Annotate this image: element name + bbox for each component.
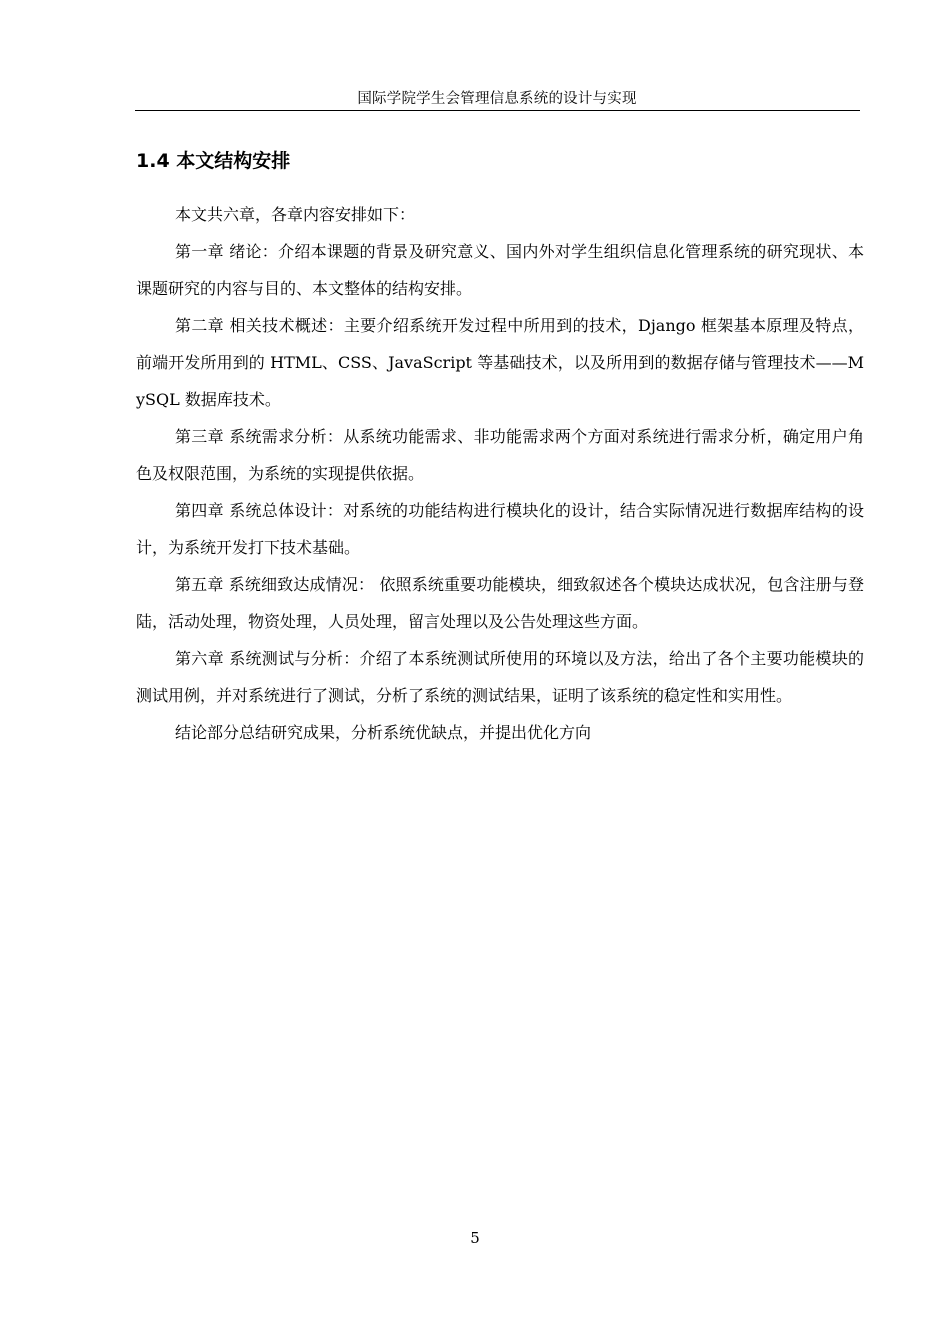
paragraph-chapter-6: 第六章 系统测试与分析：介绍了本系统测试所使用的环境以及方法，给出了各个主要功能模块的测试用例，并对系统进行了测试，分析了系统的测试结果，证明了该系统的稳定性和实用性。 xyxy=(136,649,864,705)
header-rule xyxy=(135,110,860,111)
page-number: 5 xyxy=(470,1229,480,1247)
section-heading: 1.4 本文结构安排 xyxy=(136,150,291,172)
paragraph-conclusion: 结论部分总结研究成果，分析系统优缺点，并提出优化方向 xyxy=(175,723,592,742)
paragraph-intro: 本文共六章，各章内容安排如下： xyxy=(175,205,416,224)
paragraph-chapter-5: 第五章 系统细致达成情况： 依照系统重要功能模块，细致叙述各个模块达成状况，包含注册与登陆，活动处理，物资处理，人员处理，留言处理以及公告处理这些方面。 xyxy=(136,575,864,631)
body-text xyxy=(136,196,864,751)
running-header: 国际学院学生会管理信息系统的设计与实现 xyxy=(357,91,637,107)
paragraph-chapter-4: 第四章 系统总体设计：对系统的功能结构进行模块化的设计，结合实际情况进行数据库结构的设计，为系统开发打下技术基础。 xyxy=(136,501,864,557)
paragraph-chapter-2: 第二章 相关技术概述：主要介绍系统开发过程中所用到的技术，Django 框架基本原理及特点，前端开发所用到的 HTML、CSS、JavaScript 等基础技术，以及所用到的数据存储与管理技术——MySQL 数据库技术。 xyxy=(136,316,864,409)
paragraph-chapter-3: 第三章 系统需求分析：从系统功能需求、非功能需求两个方面对系统进行需求分析，确定用户角色及权限范围，为系统的实现提供依据。 xyxy=(136,427,864,483)
paragraph-chapter-1: 第一章 绪论：介绍本课题的背景及研究意义、国内外对学生组织信息化管理系统的研究现状、本课题研究的内容与目的、本文整体的结构安排。 xyxy=(136,242,864,298)
